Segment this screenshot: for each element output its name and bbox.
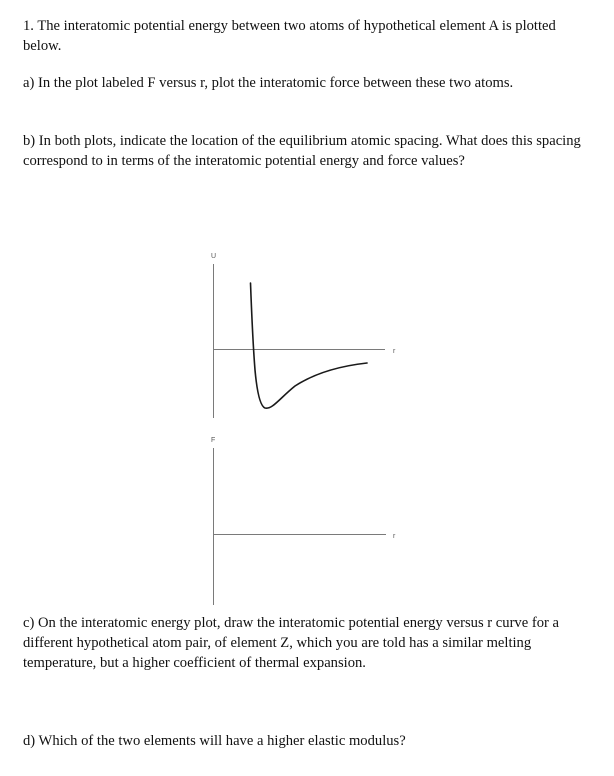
force-y-axis-label: F	[211, 437, 216, 444]
part-c-text: c) On the interatomic energy plot, draw the interatomic potential energy versus r curve for a different hypothetical atom pair, of element Z, which you are told has a similar melting temperature, but a higher coefficient of thermal expansion.	[23, 615, 559, 671]
question-intro: 1. The interatomic potential energy between two atoms of hypothetical element A is plotted below.	[23, 18, 556, 54]
force-x-axis-label: r	[393, 533, 396, 540]
part-b-text: b) In both plots, indicate the location of the equilibrium atomic spacing. What does this spacing correspond to in terms of the interatomic potential energy and force values?	[23, 133, 581, 169]
energy-y-axis-label: U	[211, 253, 217, 260]
energy-x-axis-label: r	[393, 348, 396, 355]
part-a-text: a) In the plot labeled F versus r, plot the interatomic force between these two atoms.	[23, 75, 514, 91]
part-d-text: d) Which of the two elements will have a higher elastic modulus?	[23, 733, 406, 749]
